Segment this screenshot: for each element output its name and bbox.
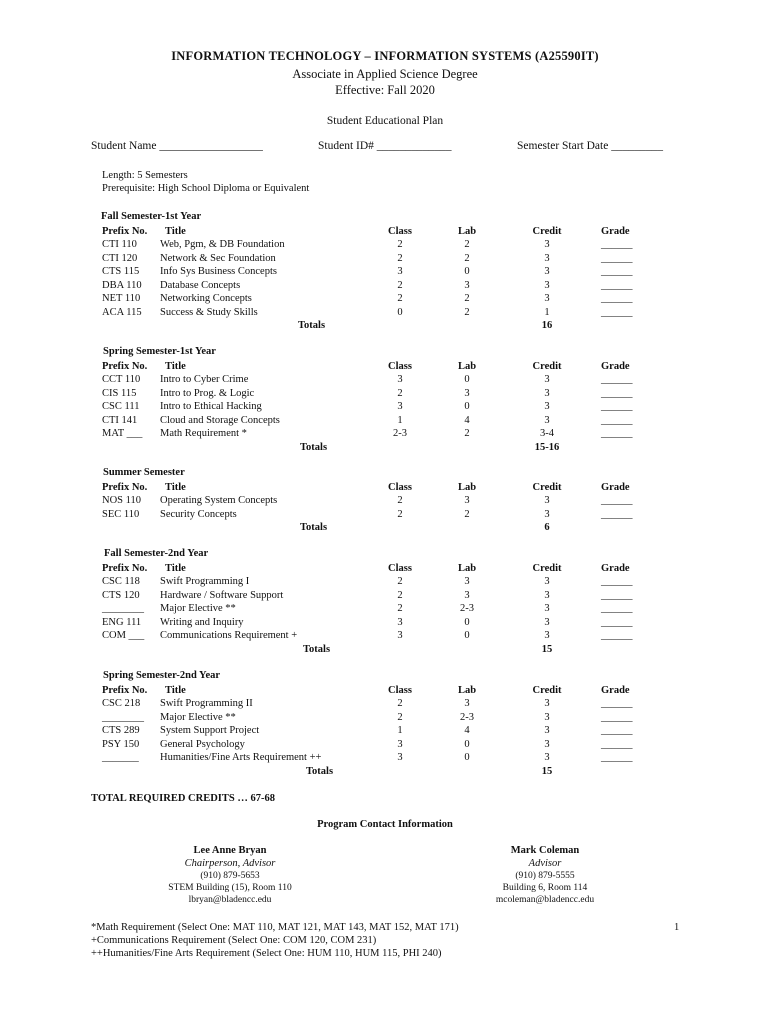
page-number: 1 — [674, 922, 680, 933]
course-prefix: CTS 120 — [102, 589, 140, 601]
course-prefix: ACA 115 — [102, 306, 142, 318]
degree-subtitle: Associate in Applied Science Degree — [292, 67, 478, 81]
grade-blank[interactable]: ______ — [601, 374, 633, 385]
document-title: INFORMATION TECHNOLOGY – INFORMATION SYSTEMS (A25590IT) — [171, 49, 599, 63]
lab-header: Lab — [457, 360, 477, 372]
credit-hours: 3 — [544, 589, 550, 601]
grade-blank[interactable]: ______ — [601, 306, 633, 318]
title-header: Title — [165, 225, 186, 237]
course-prefix: CTI 110 — [102, 239, 137, 250]
course-title: Writing and Inquiry — [160, 616, 244, 628]
contact-right-role: Advisor — [528, 858, 562, 869]
total-required-credits: TOTAL REQUIRED CREDITS … 67-68 — [91, 793, 275, 804]
lab-hours: 3 — [464, 576, 470, 587]
contact-left-email[interactable]: lbryan@bladencc.edu — [188, 895, 272, 905]
course-title: Cloud and Storage Concepts — [160, 414, 280, 426]
lab-hours: 2 — [464, 508, 470, 520]
course-title: Swift Programming II — [160, 698, 253, 709]
course-prefix: NOS 110 — [102, 495, 141, 506]
course-prefix: DBA 110 — [102, 279, 142, 291]
course-prefix: PSY 150 — [102, 738, 140, 750]
class-hours: 2 — [397, 279, 403, 291]
class-hours: 3 — [397, 630, 403, 641]
course-title: General Psychology — [160, 738, 245, 750]
grade-blank[interactable]: ______ — [601, 630, 633, 641]
class-hours: 3 — [397, 266, 403, 277]
credit-hours: 3 — [544, 387, 550, 399]
credit-hours: 3 — [544, 738, 550, 750]
lab-hours: 0 — [464, 266, 470, 277]
student-id-field[interactable]: Student ID# _____________ — [318, 140, 452, 152]
course-title: Web, Pgm, & DB Foundation — [160, 239, 285, 250]
course-prefix: CSC 111 — [102, 401, 140, 412]
course-title: Math Requirement * — [160, 428, 247, 439]
credit-hours: 3 — [544, 711, 550, 723]
semester-title: Spring Semester-1st Year — [103, 346, 216, 357]
course-title: Networking Concepts — [160, 293, 252, 304]
grade-blank[interactable]: ______ — [601, 589, 633, 601]
grade-blank[interactable]: ______ — [601, 266, 633, 277]
grade-blank[interactable]: ______ — [601, 428, 633, 439]
prefix-header: Prefix No. — [102, 562, 148, 574]
credit-hours: 3 — [544, 495, 550, 506]
course-title: Intro to Ethical Hacking — [160, 401, 262, 412]
title-header: Title — [165, 481, 186, 493]
course-title: Hardware / Software Support — [160, 589, 284, 601]
course-title: Communications Requirement + — [160, 630, 298, 641]
contact-right-name: Mark Coleman — [510, 845, 580, 856]
course-title: Security Concepts — [160, 508, 237, 520]
grade-blank[interactable]: ______ — [601, 508, 633, 520]
effective-date: Effective: Fall 2020 — [335, 83, 435, 97]
lab-header: Lab — [457, 225, 477, 237]
course-title: Intro to Cyber Crime — [160, 374, 249, 385]
class-header: Class — [388, 481, 412, 493]
class-hours: 3 — [397, 616, 403, 628]
credit-hours: 3 — [544, 616, 550, 628]
class-hours: 0 — [397, 306, 403, 318]
grade-blank[interactable]: ______ — [601, 603, 633, 614]
credit-hours: 3 — [544, 725, 550, 736]
lab-header: Lab — [457, 562, 477, 574]
course-prefix: ENG 111 — [102, 616, 142, 628]
contact-left-name: Lee Anne Bryan — [193, 845, 267, 856]
lab-hours: 3 — [464, 589, 470, 601]
grade-blank[interactable]: ______ — [601, 752, 633, 763]
lab-hours: 3 — [464, 279, 470, 291]
title-header: Title — [165, 562, 186, 574]
plan-heading: Student Educational Plan — [326, 115, 444, 127]
credit-hours: 3 — [544, 279, 550, 291]
credit-hours: 3 — [544, 252, 550, 264]
credit-hours: 3 — [544, 266, 550, 277]
course-title: Humanities/Fine Arts Requirement ++ — [160, 752, 322, 763]
credit-header: Credit — [532, 684, 562, 696]
grade-blank[interactable]: ______ — [601, 252, 633, 264]
class-hours: 2 — [397, 589, 403, 601]
lab-hours: 2 — [464, 239, 470, 250]
program-length: Length: 5 Semesters — [102, 170, 188, 181]
lab-hours: 0 — [464, 752, 470, 763]
lab-header: Lab — [457, 481, 477, 493]
lab-hours: 0 — [464, 616, 470, 628]
credit-header: Credit — [532, 481, 562, 493]
class-hours: 2 — [397, 576, 403, 587]
class-hours: 2 — [397, 495, 403, 506]
class-hours: 3 — [397, 374, 403, 385]
class-hours: 2 — [397, 293, 403, 304]
class-hours: 3 — [397, 738, 403, 750]
course-prefix: CIS 115 — [102, 387, 137, 399]
credit-hours: 3 — [544, 414, 550, 426]
course-title: Database Concepts — [160, 279, 241, 291]
lab-hours: 4 — [464, 414, 470, 426]
class-hours: 2-3 — [393, 428, 407, 439]
contact-right-phone: (910) 879-5555 — [515, 871, 575, 881]
course-title: System Support Project — [160, 725, 260, 736]
credit-hours: 3 — [544, 508, 550, 520]
contact-right-office: Building 6, Room 114 — [502, 883, 588, 893]
totals-label: Totals — [300, 441, 328, 453]
prefix-header: Prefix No. — [102, 481, 148, 493]
lab-hours: 2 — [464, 252, 470, 264]
grade-blank[interactable]: ______ — [601, 616, 633, 628]
totals-label: Totals — [306, 765, 334, 777]
course-prefix: CTS 289 — [102, 725, 140, 736]
prefix-header: Prefix No. — [102, 225, 148, 237]
lab-hours: 2 — [464, 306, 470, 318]
total-credits: 15-16 — [534, 441, 560, 453]
contact-right-email[interactable]: mcoleman@bladencc.edu — [495, 895, 595, 905]
totals-label: Totals — [298, 320, 326, 331]
lab-hours: 4 — [464, 725, 470, 736]
course-prefix: MAT ___ — [102, 428, 143, 439]
total-credits: 6 — [544, 522, 550, 533]
grade-blank[interactable]: ______ — [601, 239, 633, 250]
credit-hours: 3 — [544, 603, 550, 614]
title-header: Title — [165, 360, 186, 372]
contact-heading: Program Contact Information — [317, 819, 453, 830]
course-title: Major Elective ** — [160, 711, 236, 723]
class-header: Class — [388, 360, 412, 372]
class-hours: 3 — [397, 401, 403, 412]
lab-hours: 0 — [464, 401, 470, 412]
grade-header: Grade — [601, 481, 630, 493]
grade-blank[interactable]: ______ — [601, 401, 633, 412]
class-hours: 1 — [397, 725, 403, 736]
contact-left-phone: (910) 879-5653 — [200, 871, 260, 881]
lab-hours: 3 — [464, 387, 470, 399]
class-header: Class — [388, 684, 412, 696]
contact-left-role: Chairperson, Advisor — [184, 858, 276, 869]
class-hours: 2 — [397, 603, 403, 614]
grade-header: Grade — [601, 562, 630, 574]
grade-blank[interactable]: ______ — [601, 738, 633, 750]
course-title: Operating System Concepts — [160, 495, 278, 506]
totals-label: Totals — [300, 522, 328, 533]
credit-hours: 3 — [544, 401, 550, 412]
lab-hours: 0 — [464, 738, 470, 750]
course-prefix: CSC 118 — [102, 576, 140, 587]
credit-hours: 3 — [544, 239, 550, 250]
credit-header: Credit — [532, 225, 562, 237]
grade-blank[interactable]: ______ — [601, 495, 633, 506]
course-title: Success & Study Skills — [160, 306, 258, 318]
footnote-communications: +Communications Requirement (Select One: COM 120, COM 231) — [91, 935, 377, 946]
semester-title: Summer Semester — [103, 467, 185, 478]
grade-blank[interactable]: ______ — [601, 711, 633, 723]
class-header: Class — [388, 562, 412, 574]
total-credits: 16 — [541, 320, 553, 331]
class-hours: 1 — [397, 414, 403, 426]
footnote-math: *Math Requirement (Select One: MAT 110, MAT 121, MAT 143, MAT 152, MAT 171) — [91, 922, 459, 933]
credit-hours: 3 — [544, 293, 550, 304]
credit-header: Credit — [532, 360, 562, 372]
grade-header: Grade — [601, 684, 630, 696]
course-prefix: NET 110 — [102, 293, 141, 304]
semester-start-field[interactable]: Semester Start Date _________ — [517, 140, 663, 152]
credit-hours: 3 — [544, 630, 550, 641]
grade-blank[interactable]: ______ — [601, 414, 633, 426]
class-hours: 2 — [397, 711, 403, 723]
grade-blank[interactable]: ______ — [601, 698, 633, 709]
grade-blank[interactable]: ______ — [601, 387, 633, 399]
credit-hours: 3 — [544, 698, 550, 709]
class-hours: 2 — [397, 252, 403, 264]
credit-hours: 3 — [544, 374, 550, 385]
lab-hours: 3 — [464, 698, 470, 709]
credit-hours: 3 — [544, 752, 550, 763]
lab-hours: 2 — [464, 293, 470, 304]
credit-hours: 3-4 — [540, 428, 554, 439]
class-header: Class — [388, 225, 412, 237]
grade-header: Grade — [601, 225, 630, 237]
course-prefix: COM ___ — [102, 630, 145, 641]
class-hours: 3 — [397, 752, 403, 763]
course-prefix: CCT 110 — [102, 374, 141, 385]
course-title: Major Elective ** — [160, 603, 236, 614]
lab-hours: 2 — [464, 428, 470, 439]
lab-hours: 0 — [464, 630, 470, 641]
grade-blank[interactable]: ______ — [601, 576, 633, 587]
credit-hours: 3 — [544, 576, 550, 587]
total-credits: 15 — [541, 765, 553, 777]
lab-hours: 2-3 — [460, 603, 474, 614]
semester-title: Fall Semester-2nd Year — [104, 548, 209, 559]
semester-title: Spring Semester-2nd Year — [103, 670, 221, 681]
course-prefix: ________ — [102, 711, 144, 723]
course-title: Swift Programming I — [160, 576, 250, 587]
lab-hours: 2-3 — [460, 711, 474, 723]
totals-label: Totals — [303, 643, 331, 655]
course-prefix: CTI 120 — [102, 252, 138, 264]
course-prefix: CTI 141 — [102, 414, 138, 426]
footnote-humanities: ++Humanities/Fine Arts Requirement (Select One: HUM 110, HUM 115, PHI 240) — [91, 948, 442, 959]
course-prefix: CTS 115 — [102, 266, 140, 277]
prerequisite: Prerequisite: High School Diploma or Equivalent — [102, 183, 310, 194]
lab-header: Lab — [457, 684, 477, 696]
class-hours: 2 — [397, 387, 403, 399]
title-header: Title — [165, 684, 186, 696]
contact-left-office: STEM Building (15), Room 110 — [168, 883, 292, 893]
class-hours: 2 — [397, 508, 403, 520]
course-title: Network & Sec Foundation — [160, 252, 276, 264]
course-prefix: CSC 218 — [102, 698, 141, 709]
semester-title: Fall Semester-1st Year — [101, 211, 202, 222]
student-name-field[interactable]: Student Name __________________ — [91, 140, 263, 152]
course-title: Info Sys Business Concepts — [160, 266, 277, 277]
course-prefix: _______ — [102, 752, 139, 763]
grade-blank[interactable]: ______ — [601, 279, 633, 291]
lab-hours: 3 — [464, 495, 470, 506]
grade-blank[interactable]: ______ — [601, 725, 633, 736]
total-credits: 15 — [541, 643, 553, 655]
prefix-header: Prefix No. — [102, 684, 148, 696]
class-hours: 2 — [397, 698, 403, 709]
grade-blank[interactable]: ______ — [601, 293, 633, 304]
class-hours: 2 — [397, 239, 403, 250]
grade-header: Grade — [601, 360, 630, 372]
lab-hours: 0 — [464, 374, 470, 385]
course-prefix: SEC 110 — [102, 508, 140, 520]
credit-header: Credit — [532, 562, 562, 574]
course-prefix: ________ — [102, 603, 144, 614]
prefix-header: Prefix No. — [102, 360, 148, 372]
credit-hours: 1 — [544, 306, 550, 318]
course-title: Intro to Prog. & Logic — [160, 387, 255, 399]
